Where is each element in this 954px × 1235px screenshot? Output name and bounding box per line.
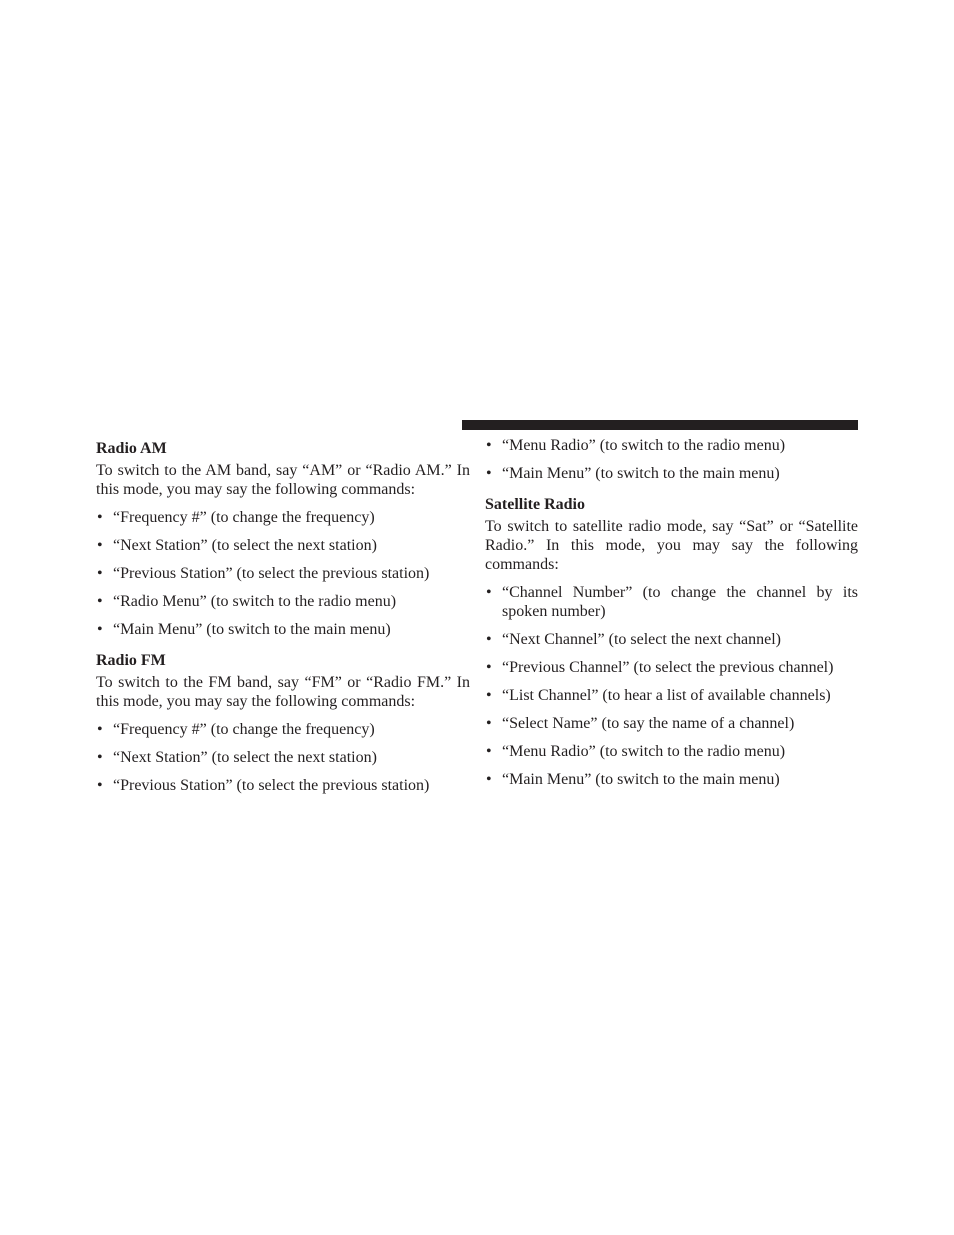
radio-fm-command-list	[96, 720, 470, 795]
continued-command-list	[485, 436, 858, 483]
left-column	[96, 436, 470, 804]
radio-am-heading: Radio AM	[96, 440, 167, 457]
list-item: • “Main Menu” (to switch to the main menu)	[486, 465, 780, 482]
bullet: •	[486, 687, 492, 704]
right-column	[485, 436, 858, 798]
bullet: •	[486, 743, 492, 760]
list-item: • “Frequency #” (to change the frequency)	[97, 721, 375, 738]
bullet: •	[97, 593, 103, 610]
list-item: • “Menu Radio” (to switch to the radio menu)	[486, 743, 786, 760]
list-item: • “List Channel” (to hear a list of available channels)	[486, 687, 831, 704]
list-item: • “Main Menu” (to switch to the main menu)	[486, 771, 780, 788]
satellite-radio-intro: To switch to satellite radio mode, say “Sat” or “Satellite Radio.” In this mode, you may say the following commands:	[485, 518, 858, 573]
list-item: • “Previous Channel” (to select the previous channel)	[486, 659, 834, 676]
bullet: •	[97, 509, 103, 526]
list-item: • “Next Station” (to select the next station)	[97, 749, 377, 766]
list-item: • “Previous Station” (to select the previous station)	[97, 777, 430, 794]
list-item: • “Frequency #” (to change the frequency)	[97, 509, 375, 526]
bullet: •	[486, 771, 492, 788]
radio-am-intro: To switch to the AM band, say “AM” or “Radio AM.” In this mode, you may say the following commands:	[96, 462, 470, 498]
bullet: •	[97, 721, 103, 738]
radio-fm-intro: To switch to the FM band, say “FM” or “Radio FM.” In this mode, you may say the following commands:	[96, 674, 470, 710]
satellite-radio-command-list	[485, 583, 858, 789]
list-item: • “Select Name” (to say the name of a channel)	[486, 715, 795, 732]
list-item: • “Next Station” (to select the next station)	[97, 537, 377, 554]
list-item: • “Radio Menu” (to switch to the radio menu)	[97, 593, 397, 610]
satellite-radio-heading: Satellite Radio	[485, 496, 585, 513]
list-item: • “Main Menu” (to switch to the main menu)	[97, 621, 391, 638]
list-item: • “Next Channel” (to select the next channel)	[486, 631, 781, 648]
bullet: •	[97, 621, 103, 638]
list-item: • “Channel Number” (to change the channel by its spoken number)	[486, 584, 858, 620]
bullet: •	[97, 565, 103, 582]
bullet: •	[97, 777, 103, 794]
radio-am-command-list	[96, 508, 470, 639]
list-item: • “Menu Radio” (to switch to the radio menu)	[486, 437, 786, 454]
bullet: •	[486, 465, 492, 482]
list-item: • “Previous Station” (to select the previous station)	[97, 565, 430, 582]
bullet: •	[486, 715, 492, 732]
section-rule	[462, 420, 858, 430]
bullet: •	[486, 659, 492, 676]
radio-fm-heading: Radio FM	[96, 652, 166, 669]
bullet: •	[486, 584, 492, 601]
bullet: •	[97, 537, 103, 554]
bullet: •	[486, 631, 492, 648]
bullet: •	[97, 749, 103, 766]
bullet: •	[486, 437, 492, 454]
